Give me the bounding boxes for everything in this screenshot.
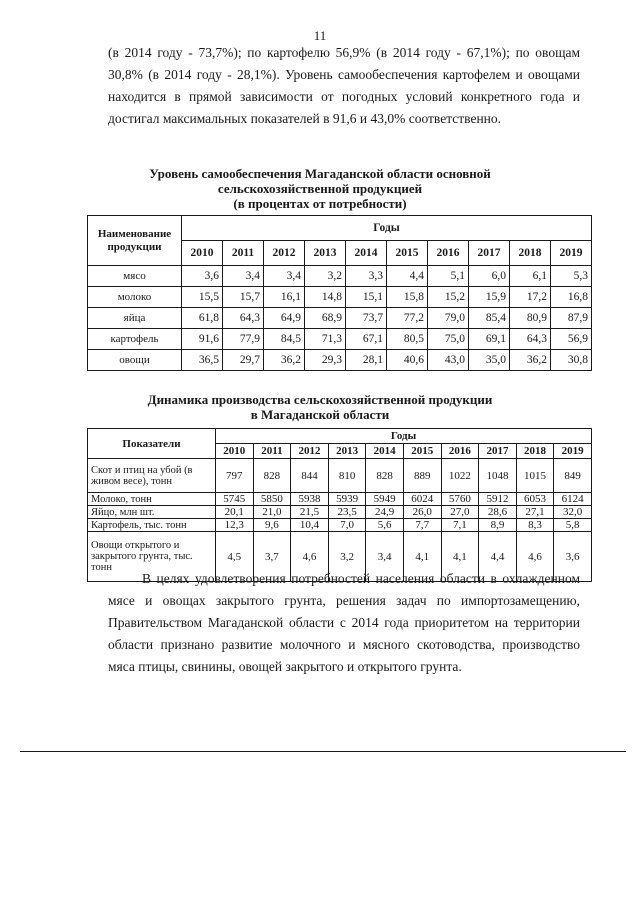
table2-year: 2016: [441, 444, 479, 459]
table1-cell: 77,9: [223, 329, 264, 350]
intro-paragraph: (в 2014 году - 73,7%); по картофелю 56,9% (в 2014 году - 67,1%); по овощам 30,8% (в 2014 году - 28,1%). Уровень самообеспечения картофелем и овощами находится в прямой зависимости от погодных условий конкретного года и достигал максимальных показателей в 91,6 и 43,0% соответственно.: [108, 45, 580, 126]
table2-cell: 810: [328, 459, 366, 493]
table1-cell: 64,9: [264, 308, 305, 329]
table1-cell: 79,0: [428, 308, 469, 329]
table2-cell: 3,7: [253, 532, 291, 582]
table2-indicator-name: Скот и птиц на убой (в живом весе), тонн: [88, 459, 216, 493]
table2-cell: 8,3: [516, 519, 554, 532]
table1-year: 2012: [264, 241, 305, 266]
table2-year: 2014: [366, 444, 404, 459]
table1-cell: 15,1: [346, 287, 387, 308]
table2-cell: 828: [253, 459, 291, 493]
table2-year: 2012: [291, 444, 329, 459]
table1-cell: 15,8: [387, 287, 428, 308]
table2-cell: 5760: [441, 493, 479, 506]
table1-cell: 36,2: [510, 350, 551, 371]
table-row: [88, 329, 592, 350]
table2-year: 2011: [253, 444, 291, 459]
table1-year: 2013: [305, 241, 346, 266]
table1-cell: 6,0: [469, 266, 510, 287]
table-row: [88, 287, 592, 308]
table2-title-line2: в Магаданской области: [250, 407, 390, 422]
table2-indicator-name: Картофель, тыс. тонн: [88, 519, 216, 532]
table2-cell: 828: [366, 459, 404, 493]
table2-cell: 7,1: [441, 519, 479, 532]
table1-cell: 5,1: [428, 266, 469, 287]
table-row: [88, 519, 592, 532]
table1-cell: 6,1: [510, 266, 551, 287]
table1-product-name: картофель: [88, 329, 182, 350]
table2-cell: 24,9: [366, 506, 404, 519]
table2-year: 2017: [479, 444, 517, 459]
table1-cell: 36,5: [182, 350, 223, 371]
table2-cell: 27,0: [441, 506, 479, 519]
table-row: [88, 350, 592, 371]
page-number: 11: [313, 28, 327, 43]
table2-cell: 4,4: [479, 532, 517, 582]
table2-indicator-name: Яйцо, млн шт.: [88, 506, 216, 519]
table1-cell: 56,9: [551, 329, 592, 350]
table2-cell: 5949: [366, 493, 404, 506]
table1-cell: 80,9: [510, 308, 551, 329]
table1-cell: 40,6: [387, 350, 428, 371]
table2-cell: 6053: [516, 493, 554, 506]
table1-year: 2011: [223, 241, 264, 266]
table2-name-header: Показатели: [88, 429, 216, 459]
table2-year: 2010: [216, 444, 254, 459]
table2-title: [0, 392, 640, 422]
table2-cell: 7,0: [328, 519, 366, 532]
table-row: [88, 506, 592, 519]
footer-divider: [20, 751, 626, 752]
table2-cell: 3,4: [366, 532, 404, 582]
table1-cell: 69,1: [469, 329, 510, 350]
table1-cell: 15,9: [469, 287, 510, 308]
table2-cell: 889: [403, 459, 441, 493]
table2-cell: 10,4: [291, 519, 329, 532]
table2-cell: 5,8: [554, 519, 592, 532]
table1-cell: 36,2: [264, 350, 305, 371]
table2-year: 2015: [403, 444, 441, 459]
table2-cell: 4,5: [216, 532, 254, 582]
table1-name-header: Наименование продукции: [88, 216, 182, 266]
table1-year: 2014: [346, 241, 387, 266]
table1-cell: 64,3: [223, 308, 264, 329]
table-row: [88, 266, 592, 287]
table2-cell: 27,1: [516, 506, 554, 519]
table1-cell: 73,7: [346, 308, 387, 329]
table1-cell: 4,4: [387, 266, 428, 287]
table1-cell: 84,5: [264, 329, 305, 350]
table1-product-name: яйца: [88, 308, 182, 329]
table2-cell: 5850: [253, 493, 291, 506]
table1-cell: 14,8: [305, 287, 346, 308]
table1-cell: 16,8: [551, 287, 592, 308]
table1-cell: 3,3: [346, 266, 387, 287]
table1-product-name: овощи: [88, 350, 182, 371]
table2-cell: 4,6: [291, 532, 329, 582]
table1-year: 2019: [551, 241, 592, 266]
table2-cell: 844: [291, 459, 329, 493]
table1-year: 2015: [387, 241, 428, 266]
closing-paragraph: В целях удовлетворения потребностей населения области в охлажденном мясе и овощах закрытого грунта, решения задач по импортозамещению, Правительством Магаданской области с 2014 года приоритетом на территории области признано развитие молочного и мясного скотоводства, производство мяса птицы, свинины, овощей закрытого и открытого грунта.: [108, 571, 580, 674]
table1-cell: 35,0: [469, 350, 510, 371]
table2-cell: 1022: [441, 459, 479, 493]
table1-cell: 91,6: [182, 329, 223, 350]
table2-indicator-name: Овощи открытого и закрытого грунта, тыс. тонн: [88, 532, 216, 582]
table2-year: 2013: [328, 444, 366, 459]
table1-cell: 68,9: [305, 308, 346, 329]
table2-cell: 6024: [403, 493, 441, 506]
table1-cell: 17,2: [510, 287, 551, 308]
table1-cell: 43,0: [428, 350, 469, 371]
table1-cell: 5,3: [551, 266, 592, 287]
table-row: [88, 493, 592, 506]
production-dynamics-table: [87, 428, 592, 582]
table2-years-header: Годы: [216, 429, 592, 444]
table2-year: 2019: [554, 444, 592, 459]
table2-cell: 5745: [216, 493, 254, 506]
self-sufficiency-table: [87, 215, 592, 371]
table1-year: 2018: [510, 241, 551, 266]
table1-cell: 77,2: [387, 308, 428, 329]
table1-cell: 15,7: [223, 287, 264, 308]
table1-title: [0, 166, 640, 211]
table1-cell: 75,0: [428, 329, 469, 350]
table2-cell: 4,1: [403, 532, 441, 582]
table2-cell: 20,1: [216, 506, 254, 519]
table-row: [88, 308, 592, 329]
table1-product-name: мясо: [88, 266, 182, 287]
table2-cell: 3,6: [554, 532, 592, 582]
table1-year: 2016: [428, 241, 469, 266]
table2-cell: 1048: [479, 459, 517, 493]
table1-cell: 29,3: [305, 350, 346, 371]
table2-cell: 5912: [479, 493, 517, 506]
table1-title-line3: (в процентах от потребности): [233, 196, 407, 211]
table1-cell: 80,5: [387, 329, 428, 350]
table1-year: 2010: [182, 241, 223, 266]
table1-title-line2: сельскохозяйственной продукцией: [217, 181, 423, 196]
table2-cell: 7,7: [403, 519, 441, 532]
table1-cell: 30,8: [551, 350, 592, 371]
table2-cell: 12,3: [216, 519, 254, 532]
table1-product-name: молоко: [88, 287, 182, 308]
table1-title-line1: Уровень самообеспечения Магаданской области основной: [149, 166, 491, 181]
table2-cell: 9,6: [253, 519, 291, 532]
table2-cell: 26,0: [403, 506, 441, 519]
table2-indicator-name: Молоко, тонн: [88, 493, 216, 506]
table2-cell: 8,9: [479, 519, 517, 532]
table1-cell: 67,1: [346, 329, 387, 350]
table1-cell: 3,6: [182, 266, 223, 287]
table1-year: 2017: [469, 241, 510, 266]
table1-cell: 64,3: [510, 329, 551, 350]
table2-title-line1: Динамика производства сельскохозяйственной продукции: [147, 392, 493, 407]
table1-cell: 87,9: [551, 308, 592, 329]
table1-cell: 15,2: [428, 287, 469, 308]
table1-cell: 61,8: [182, 308, 223, 329]
table1-cell: 15,5: [182, 287, 223, 308]
table2-cell: 6124: [554, 493, 592, 506]
table2-cell: 4,6: [516, 532, 554, 582]
table2-cell: 5,6: [366, 519, 404, 532]
table2-cell: 849: [554, 459, 592, 493]
table2-cell: 797: [216, 459, 254, 493]
table2-cell: 3,2: [328, 532, 366, 582]
table2-cell: 5939: [328, 493, 366, 506]
table2-cell: 21,5: [291, 506, 329, 519]
table2-cell: 1015: [516, 459, 554, 493]
table2-cell: 4,1: [441, 532, 479, 582]
table2-cell: 23,5: [328, 506, 366, 519]
table1-cell: 3,2: [305, 266, 346, 287]
table1-cell: 85,4: [469, 308, 510, 329]
table2-cell: 21,0: [253, 506, 291, 519]
table2-cell: 32,0: [554, 506, 592, 519]
table1-cell: 3,4: [264, 266, 305, 287]
table1-years-header: Годы: [182, 216, 592, 241]
table1-cell: 3,4: [223, 266, 264, 287]
table1-cell: 28,1: [346, 350, 387, 371]
table2-cell: 5938: [291, 493, 329, 506]
table2-year: 2018: [516, 444, 554, 459]
table2-cell: 28,6: [479, 506, 517, 519]
table1-cell: 16,1: [264, 287, 305, 308]
table1-cell: 71,3: [305, 329, 346, 350]
table-row: [88, 459, 592, 493]
table1-cell: 29,7: [223, 350, 264, 371]
